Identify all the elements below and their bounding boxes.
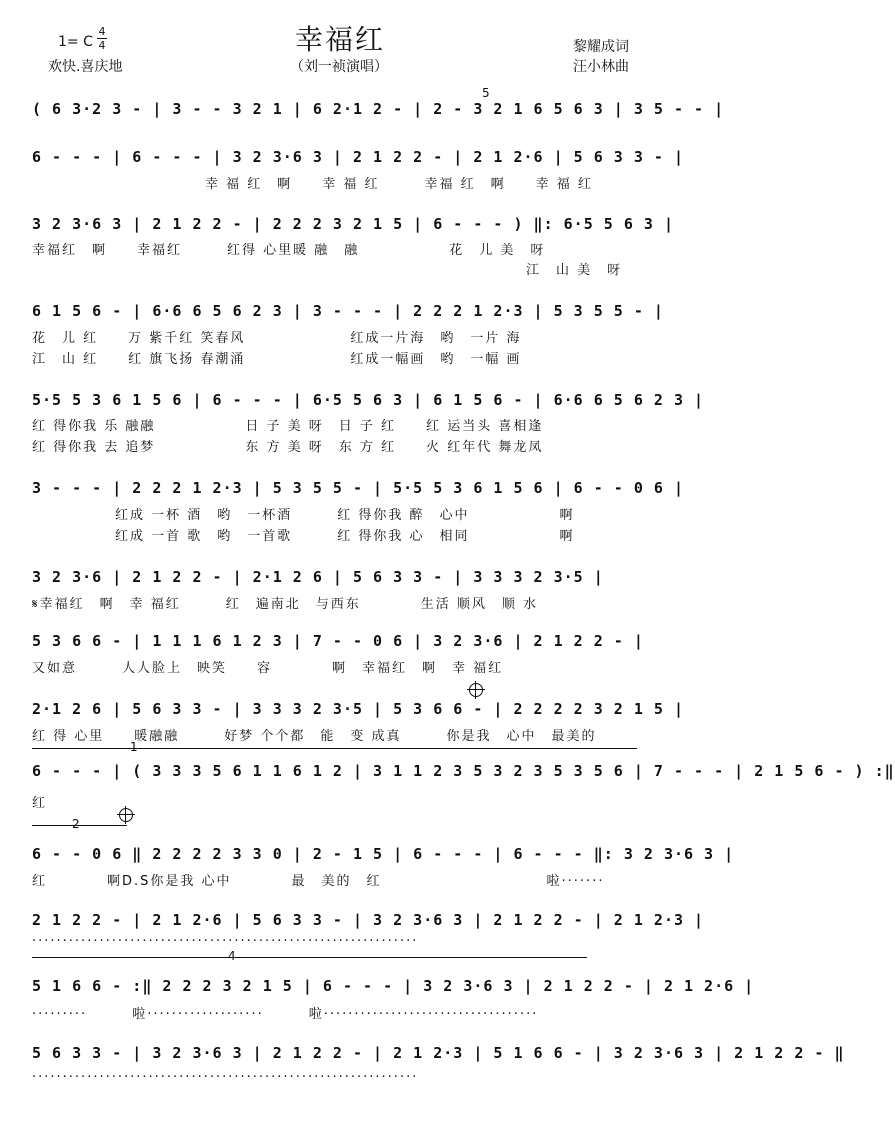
notation-row-4: 6 1 5 6 - | 6·6 6 5 6 2 3 | 3 - - - | 2 2 2 1 2·3 | 5 3 5 5 - | — [32, 302, 664, 320]
notation-row-8: 5 3 6 6 - | 1 1 1 6 1 2 3 | 7 - - 0 6 | 3 2 3·6 | 2 1 2 2 - | — [32, 632, 644, 650]
lyricist-credit: 黎耀成词 — [573, 39, 629, 55]
lyric-row-14: ······························································· — [32, 1070, 419, 1085]
lyric-row-3-verse-2: 江 山 美 呀 — [526, 263, 623, 278]
song-title: 幸福红 — [295, 23, 386, 56]
volta-2-number: 2 — [72, 817, 80, 831]
tempo-mood: 欢快.喜庆地 — [48, 59, 123, 75]
notation-row-12: 2 1 2 2 - | 2 1 2·6 | 5 6 3 3 - | 3 2 3·6 3 | 2 1 2 2 - | 2 1 2·3 | — [32, 911, 705, 929]
notation-row-5: 5·5 5 3 6 1 5 6 | 6 - - - | 6·5 5 6 3 | 6 1 5 6 - | 6·6 6 5 6 2 3 | — [32, 391, 705, 409]
lyric-row-6-verse-2: 红成 一首 歌 哟 一首歌 红 得你我 心 相同 啊 — [115, 529, 575, 544]
lyric-row-4-verse-2: 江 山 红 红 旗飞扬 春潮涌 红成一幅画 哟 一幅 画 — [32, 352, 522, 367]
lyric-row-7: 𝄋幸福红 啊 幸 福红 红 遍南北 与西东 生活 顺风 顺 水 — [32, 597, 538, 612]
volta-4-number: 4 — [228, 949, 236, 963]
notation-row-11: 6 - - 0 6 ‖ 2 2 2 2 3 3 0 | 2 - 1 5 | 6 - - - | 6 - - - ‖: 3 2 3·6 3 | — [32, 845, 735, 863]
notation-row-9: 2·1 2 6 | 5 6 3 3 - | 3 3 3 2 3·5 | 5 3 6 6 - | 2 2 2 2 3 2 1 5 | — [32, 700, 684, 718]
lyric-row-4-verse-1: 花 儿 红 万 紫千红 笑春风 红成一片海 哟 一片 海 — [32, 331, 522, 346]
lyric-row-13: ········· 啦··················· 啦··································· — [32, 1007, 539, 1022]
coda-sign-2 — [119, 808, 133, 822]
notation-row-3: 3 2 3·6 3 | 2 1 2 2 - | 2 2 2 3 2 1 5 | 6 - - - ) ‖: 6·5 5 6 3 | — [32, 215, 674, 233]
meter-bottom: 4 — [98, 39, 106, 52]
composer-credit: 汪小林曲 — [573, 59, 629, 75]
lyric-row-10: 红 — [32, 796, 48, 811]
meter-top: 4 — [98, 25, 106, 38]
key-signature: 1= C — [58, 34, 93, 50]
lyric-row-11: 红 啊D.S你是我 心中 最 美的 红 啦······· — [32, 874, 605, 889]
lyric-row-5-verse-1: 红 得你我 乐 融融 日 子 美 呀 日 子 红 红 运当头 喜相逢 — [32, 419, 544, 434]
triplet-mark: 5 — [482, 86, 490, 100]
volta-1-number: 1 — [130, 740, 138, 754]
coda-sign — [469, 683, 483, 697]
performer-credit: （刘一祯演唱） — [290, 59, 388, 75]
notation-row-6: 3 - - - | 2 2 2 1 2·3 | 5 3 5 5 - | 5·5 5 3 6 1 5 6 | 6 - - 0 6 | — [32, 479, 684, 497]
lyric-row-3-verse-1: 幸福红 啊 幸福红 红得 心里暖 融 融 花 儿 美 呀 — [32, 243, 546, 258]
lyric-row-6-verse-1: 红成 一杯 酒 哟 一杯酒 红 得你我 醉 心中 啊 — [115, 508, 575, 523]
lyric-row-8: 又如意 人人脸上 映笑 容 啊 幸福红 啊 幸 福红 — [32, 661, 504, 676]
lyric-row-2: 幸 福 红 啊 幸 福 红 幸福 红 啊 幸 福 红 — [205, 177, 593, 192]
notation-row-14: 5 6 3 3 - | 3 2 3·6 3 | 2 1 2 2 - | 2 1 2·3 | 5 1 6 6 - | 3 2 3·6 3 | 2 1 2 2 - ‖ — [32, 1044, 845, 1062]
notation-row-2: 6 - - - | 6 - - - | 3 2 3·6 3 | 2 1 2 2 - | 2 1 2·6 | 5 6 3 3 - | — [32, 148, 684, 166]
notation-row-10: 6 - - - | ( 3 3 3 5 6 1 1 6 1 2 | 3 1 1 2 3 5 3 2 3 5 3 5 6 | 7 - - - | 2 1 5 6 - ) :‖ — [32, 762, 895, 780]
time-signature — [97, 26, 107, 51]
lyric-row-12: ······························································· — [32, 934, 419, 949]
notation-row-1: ( 6 3·2 3 - | 3 - - 3 2 1 | 6 2·1 2 - | 2 - 3 2 1 6 5 6 3 | 3 5 - - | — [32, 100, 725, 118]
volta-4-bracket — [32, 957, 587, 958]
lyric-row-5-verse-2: 红 得你我 去 追梦 东 方 美 呀 东 方 红 火 红年代 舞龙凤 — [32, 440, 544, 455]
notation-row-7: 3 2 3·6 | 2 1 2 2 - | 2·1 2 6 | 5 6 3 3 - | 3 3 3 2 3·5 | — [32, 568, 604, 586]
volta-1-bracket — [32, 748, 637, 749]
notation-row-13: 5 1 6 6 - :‖ 2 2 2 3 2 1 5 | 6 - - - | 3 2 3·6 3 | 2 1 2 2 - | 2 1 2·6 | — [32, 977, 755, 995]
lyric-row-9: 红 得 心里 暖融融 好梦 个个都 能 变 成真 你是我 心中 最美的 — [32, 729, 597, 744]
